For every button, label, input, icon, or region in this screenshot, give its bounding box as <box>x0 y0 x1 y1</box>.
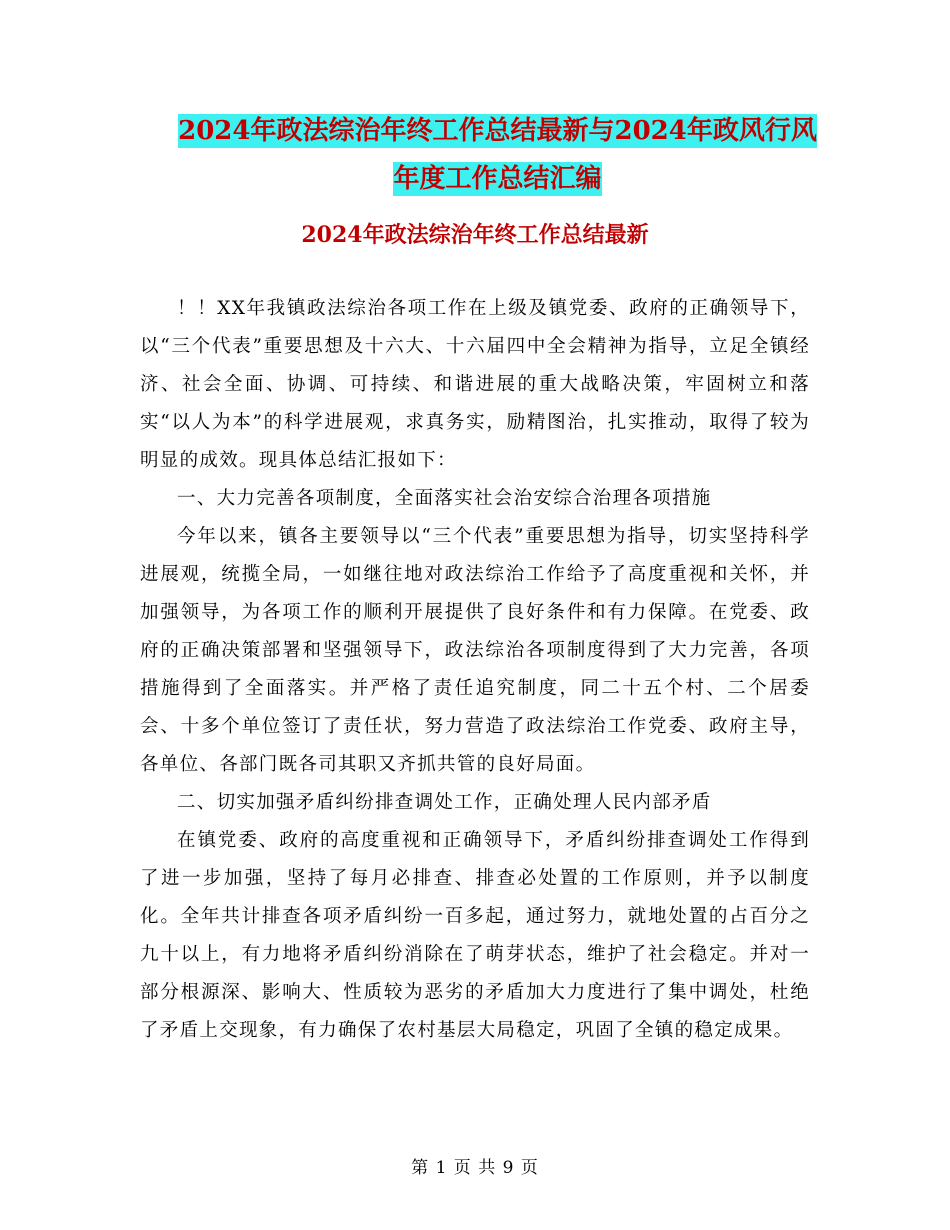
paragraph-intro: ！！XX年我镇政法综治各项工作在上级及镇党委、政府的正确领导下，以“三个代表”重要思想及十六大、十六届四中全会精神为指导，立足全镇经济、社会全面、协调、可持续、和谐进展的重大战略决策，牢固树立和落实“以人为本”的科学进展观，求真务实，励精图治，扎实推动，取得了较为明显的成效。现具体总结汇报如下： <box>140 298 810 471</box>
paragraph-two: 在镇党委、政府的高度重视和正确领导下，矛盾纠纷排查调处工作得到了进一步加强，坚持了每月必排查、排查必处置的工作原则，并予以制度化。全年共计排查各项矛盾纠纷一百多起，通过努力，就地处置的占百分之九十以上，有力地将矛盾纠纷消除在了萌芽状态，维护了社会稳定。并对一部分根源深、影响大、性质较为恶劣的矛盾加大力度进行了集中调处，杜绝了矛盾上交现象，有力确保了农村基层大局稳定，巩固了全镇的稳定成果。 <box>140 830 810 1041</box>
document-body <box>140 290 810 1050</box>
document-title <box>140 107 855 203</box>
heading-two: 二、切实加强矛盾纠纷排查调处工作，正确处理人民内部矛盾 <box>177 792 712 813</box>
paragraph-one: 今年以来，镇各主要领导以“三个代表”重要思想为指导，切实坚持科学进展观，统揽全局，一如继往地对政法综治工作给予了高度重视和关怀，并加强领导，为各项工作的顺利开展提供了良好条件和有力保障。在党委、政府的正确决策部署和坚强领导下，政法综治各项制度得到了大力完善，各项措施得到了全面落实。并严格了责任追究制度，同二十五个村、二个居委会、十多个单位签订了责任状，努力营造了政法综治工作党委、政府主导，各单位、各部门既各司其职又齐抓共管的良好局面。 <box>140 526 810 775</box>
document-title-line-1: 2024年政法综治年终工作总结最新与2024年政风行风 <box>178 116 817 146</box>
document-title-line-2: 年度工作总结汇编 <box>393 164 602 194</box>
section-title: 2024年政法综治年终工作总结最新 <box>301 222 649 248</box>
page-footer: 第 1 页 共 9 页 <box>411 1158 539 1178</box>
heading-one: 一、大力完善各项制度，全面落实社会治安综合治理各项措施 <box>177 488 712 509</box>
